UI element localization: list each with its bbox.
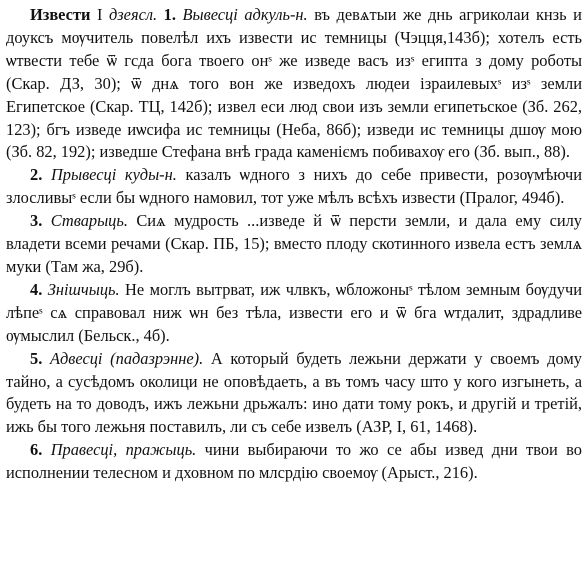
sense-number: 3. bbox=[30, 211, 43, 231]
sense-5-paragraph bbox=[6, 348, 582, 440]
sense-citations: А который будеть лежьни держати у своемъ дому тайно, а сусѣдомъ околици не оповѣдаеть, а въ томъ часу што у кого изгынеть, а будеть на то доводъ, ижъ лежьни дрьжалъ: ино дати тому рокъ, и другій и третій, ижь бы того лежьня поставилъ, ли съ себе извелъ (АЗР, I, 61, 1468). bbox=[6, 348, 582, 437]
sense-number: 2. bbox=[30, 165, 43, 185]
sense-gloss: Адвесці (падазрэнне). bbox=[49, 348, 204, 368]
headword: Извести bbox=[30, 5, 91, 24]
sense-gloss: Прывесці куды-н. bbox=[50, 165, 177, 185]
sense-citations: чини выбираючи то жо се абы извед дни твои во исполнении телесном и дховном по млсрдію своемѹ (Арыст., 216). bbox=[6, 440, 582, 483]
sense-number: 4. bbox=[30, 279, 43, 299]
homonym-number: I bbox=[96, 5, 103, 24]
sense-number: 5. bbox=[30, 348, 43, 368]
part-of-speech: дзеясл. bbox=[109, 5, 158, 24]
sense-citations: въ девѧтыи же днь агриколаи кнзь и доуксъ мѹчитель повелѣл ихъ извести ис темницы (Чэцця,143б); хотелъ есть ѡтвести тебе ѿ гсда бога твоего онˢ же изведе васъ изˢ египта з дому роботы (Скар. ДЗ, 30); ѿ днѧ того вон же изведохъ людеи ізраилевыхˢ изˢ земли Египетское (Скар. ТЦ, 142б); извел еси люд свои изъ земли египетьское (Зб. 262, 123); бгъ изведе иѡсифа ис темницы (Неба, 86б); изведи ис темницы дшѹ мою (Зб. 82, 192); изведше Стефана внѣ града каменіємъ побивахѹ его (Зб. вып., 88). bbox=[6, 5, 582, 162]
sense-3-paragraph bbox=[6, 210, 582, 279]
sense-gloss: Стварыць. bbox=[50, 211, 128, 231]
sense-citations: Не моглъ вытрват, иж члвкъ, ѡбложоныˢ тѣлом земным бѹдучи лѣпеˢ сѧ справовал ниж ѡн без тѣла, извести его и ѿ бга ѡтдалит, здрадливе ѹмыслил (Бельск., 4б). bbox=[6, 279, 582, 345]
sense-gloss: Правесці, пражыць. bbox=[50, 440, 197, 460]
sense-1-paragraph bbox=[6, 4, 582, 164]
sense-citations: Сиѧ мудрость ...изведе й ѿ персти земли, и дала ему силу владети всеми речами (Скар. ПБ, 15); вместо плоду скотинного извела естъ землѧ муки (Там жа, 29б). bbox=[6, 211, 582, 276]
sense-gloss: Вывесці адкуль-н. bbox=[182, 5, 308, 24]
sense-gloss: Знішчыць. bbox=[47, 279, 120, 299]
sense-citations: казалъ ѡдного з нихъ до себе привести, розѹмѣючи злосливыˢ если бы ѡдного намовил, тот уже мѣлъ всѣхъ извести (Пралог, 494б). bbox=[6, 165, 582, 208]
sense-number: 6. bbox=[30, 440, 43, 460]
sense-number: 1. bbox=[163, 5, 176, 24]
sense-2-paragraph bbox=[6, 164, 582, 210]
sense-6-paragraph bbox=[6, 439, 582, 485]
sense-4-paragraph bbox=[6, 279, 582, 348]
